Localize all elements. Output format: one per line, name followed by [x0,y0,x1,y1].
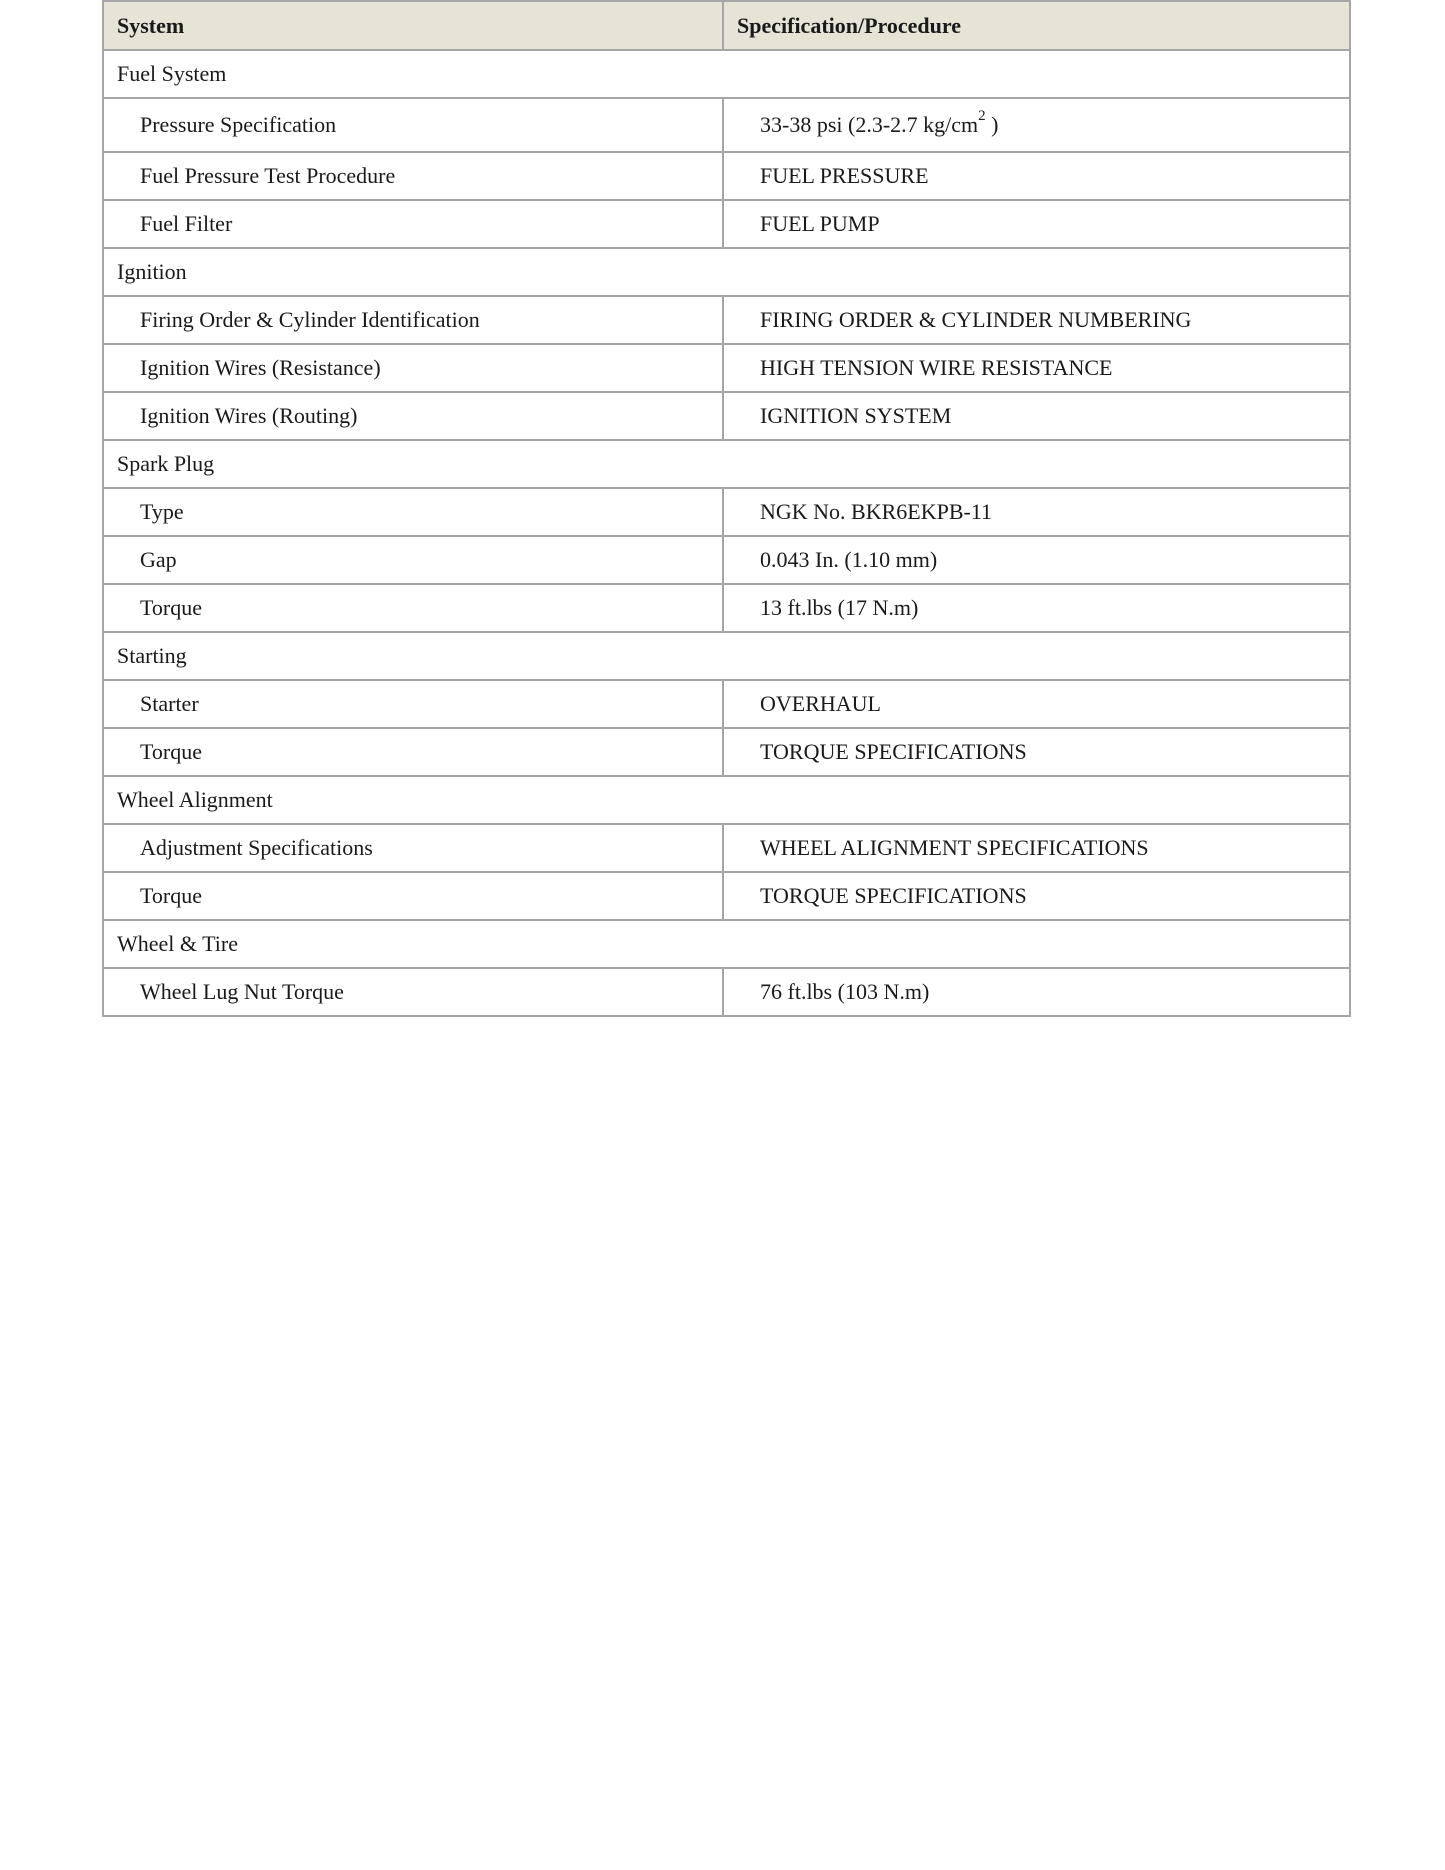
row-label: Torque [103,584,723,632]
table-row [103,98,1350,152]
section-title: Ignition [103,248,1350,296]
value-text: 0.043 In. (1.10 mm) [760,547,938,572]
section-row [103,632,1350,680]
table-row [103,296,1350,344]
table-row [103,488,1350,536]
value-superscript: 2 [978,107,986,124]
value-text: WHEEL ALIGNMENT SPECIFICATIONS [760,835,1149,860]
row-value [723,824,1350,872]
row-label: Ignition Wires (Routing) [103,392,723,440]
value-text: IGNITION SYSTEM [760,403,952,428]
table-body [103,50,1350,1016]
section-title: Wheel Alignment [103,776,1350,824]
section-title: Starting [103,632,1350,680]
table-row [103,344,1350,392]
table-row [103,200,1350,248]
row-label: Starter [103,680,723,728]
row-label: Pressure Specification [103,98,723,152]
row-value [723,680,1350,728]
table-row [103,680,1350,728]
section-row [103,440,1350,488]
table-row [103,728,1350,776]
section-row [103,920,1350,968]
row-value [723,344,1350,392]
table-header [103,1,1350,50]
value-text: TORQUE SPECIFICATIONS [760,739,1027,764]
value-text: NGK No. BKR6EKPB-11 [760,499,993,524]
value-text: FUEL PRESSURE [760,163,929,188]
table-row [103,536,1350,584]
table-row [103,968,1350,1016]
table-row [103,872,1350,920]
value-text: FUEL PUMP [760,211,880,236]
section-row [103,50,1350,98]
row-label: Firing Order & Cylinder Identification [103,296,723,344]
row-value [723,728,1350,776]
header-row [103,1,1350,50]
table-row [103,584,1350,632]
value-text: TORQUE SPECIFICATIONS [760,883,1027,908]
row-label: Fuel Pressure Test Procedure [103,152,723,200]
row-label: Adjustment Specifications [103,824,723,872]
row-value [723,98,1350,152]
header-spec: Specification/Procedure [723,1,1350,50]
row-label: Torque [103,728,723,776]
row-value [723,968,1350,1016]
section-row [103,776,1350,824]
row-value [723,200,1350,248]
row-label: Torque [103,872,723,920]
table-row [103,152,1350,200]
row-label: Fuel Filter [103,200,723,248]
spec-table [102,0,1351,1017]
row-value [723,488,1350,536]
row-value [723,296,1350,344]
value-text: OVERHAUL [760,691,881,716]
value-suffix: ) [985,112,999,137]
section-title: Wheel & Tire [103,920,1350,968]
row-value [723,392,1350,440]
row-label: Type [103,488,723,536]
row-label: Ignition Wires (Resistance) [103,344,723,392]
row-value [723,152,1350,200]
section-title: Fuel System [103,50,1350,98]
value-text: FIRING ORDER & CYLINDER NUMBERING [760,307,1192,332]
table-row [103,824,1350,872]
value-text: 76 ft.lbs (103 N.m) [760,979,930,1004]
table-row [103,392,1350,440]
value-text: 13 ft.lbs (17 N.m) [760,595,919,620]
row-label: Gap [103,536,723,584]
row-label: Wheel Lug Nut Torque [103,968,723,1016]
value-text: 33-38 psi (2.3-2.7 kg/cm [760,112,979,137]
header-system: System [103,1,723,50]
section-title: Spark Plug [103,440,1350,488]
row-value [723,584,1350,632]
value-text: HIGH TENSION WIRE RESISTANCE [760,355,1113,380]
section-row [103,248,1350,296]
row-value [723,536,1350,584]
row-value [723,872,1350,920]
